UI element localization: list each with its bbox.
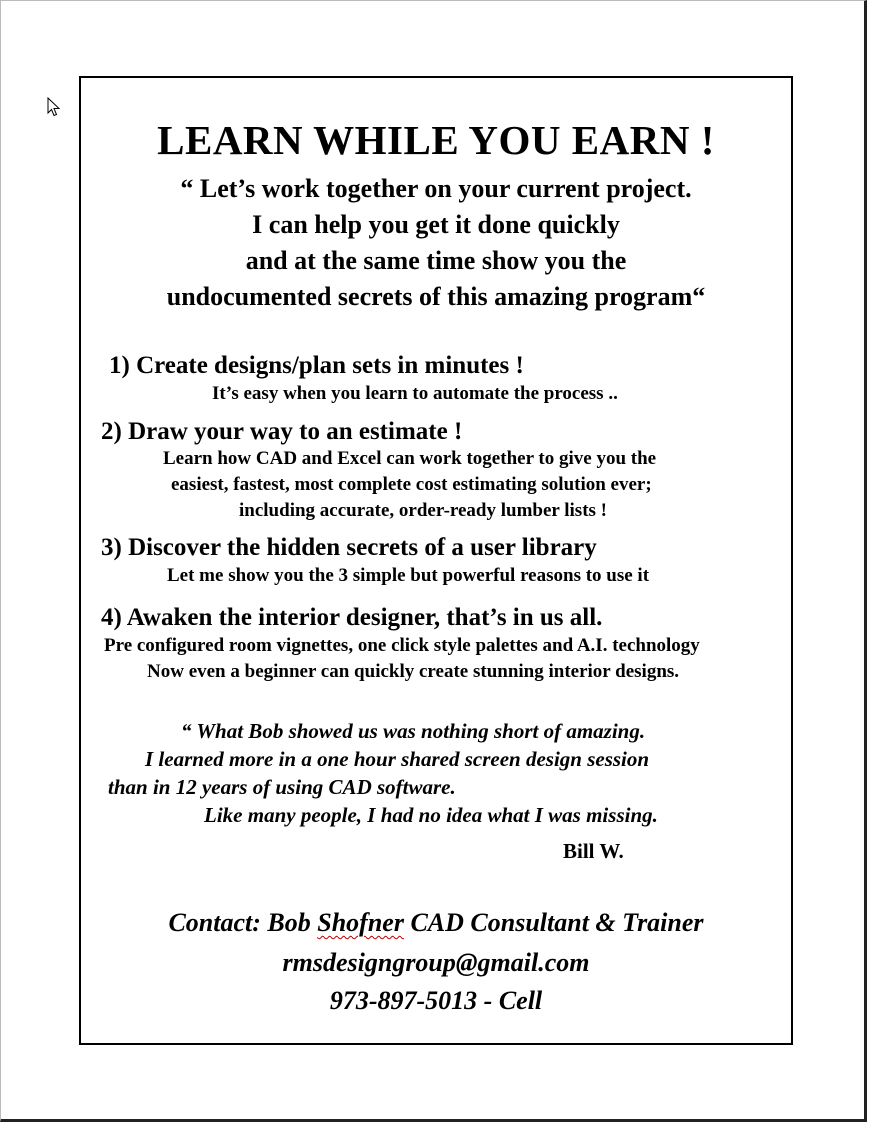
intro-line: undocumented secrets of this amazing program“ xyxy=(166,282,706,311)
testimonial-line: “ What Bob showed us was nothing short of amazing. xyxy=(181,719,646,743)
point-heading-3: 3) Discover the hidden secrets of a user library xyxy=(101,534,597,561)
point-detail: Let me show you the 3 simple but powerful reasons to use it xyxy=(167,565,650,586)
mouse-pointer-icon xyxy=(47,97,61,117)
point-detail: Learn how CAD and Excel can work together to give you the xyxy=(163,448,657,469)
contact-line xyxy=(81,910,791,936)
point-detail: Pre configured room vignettes, one click style palettes and A.I. technology xyxy=(104,635,700,656)
contact-prefix: Contact: Bob xyxy=(168,908,318,937)
testimonial-line: than in 12 years of using CAD software. xyxy=(108,775,456,799)
point-heading-2: 2) Draw your way to an estimate ! xyxy=(101,418,463,445)
contact-surname: Shofner xyxy=(317,908,404,937)
point-heading-4: 4) Awaken the interior designer, that’s in us all. xyxy=(101,604,603,631)
intro-line: I can help you get it done quickly xyxy=(252,210,620,239)
intro-line: and at the same time show you the xyxy=(245,246,627,275)
contact-email: rmsdesigngroup@gmail.com xyxy=(282,948,590,977)
intro-line: “ Let’s work together on your current project. xyxy=(180,174,692,203)
flyer-frame xyxy=(79,76,793,1045)
point-detail: It’s easy when you learn to automate the process .. xyxy=(212,383,618,404)
contact-role: CAD Consultant & Trainer xyxy=(403,908,704,937)
point-detail: including accurate, order-ready lumber lists ! xyxy=(239,500,608,521)
flyer-title: LEARN WHILE YOU EARN ! xyxy=(157,117,715,163)
contact-phone: 973-897-5013 - Cell xyxy=(329,986,543,1015)
testimonial-author: Bill W. xyxy=(563,839,624,863)
testimonial-line: Like many people, I had no idea what I was missing. xyxy=(204,803,658,827)
testimonial-line: I learned more in a one hour shared screen design session xyxy=(145,747,650,771)
point-detail: Now even a beginner can quickly create stunning interior designs. xyxy=(147,661,680,682)
point-detail: easiest, fastest, most complete cost estimating solution ever; xyxy=(171,474,652,495)
point-heading-1: 1) Create designs/plan sets in minutes ! xyxy=(109,352,524,379)
